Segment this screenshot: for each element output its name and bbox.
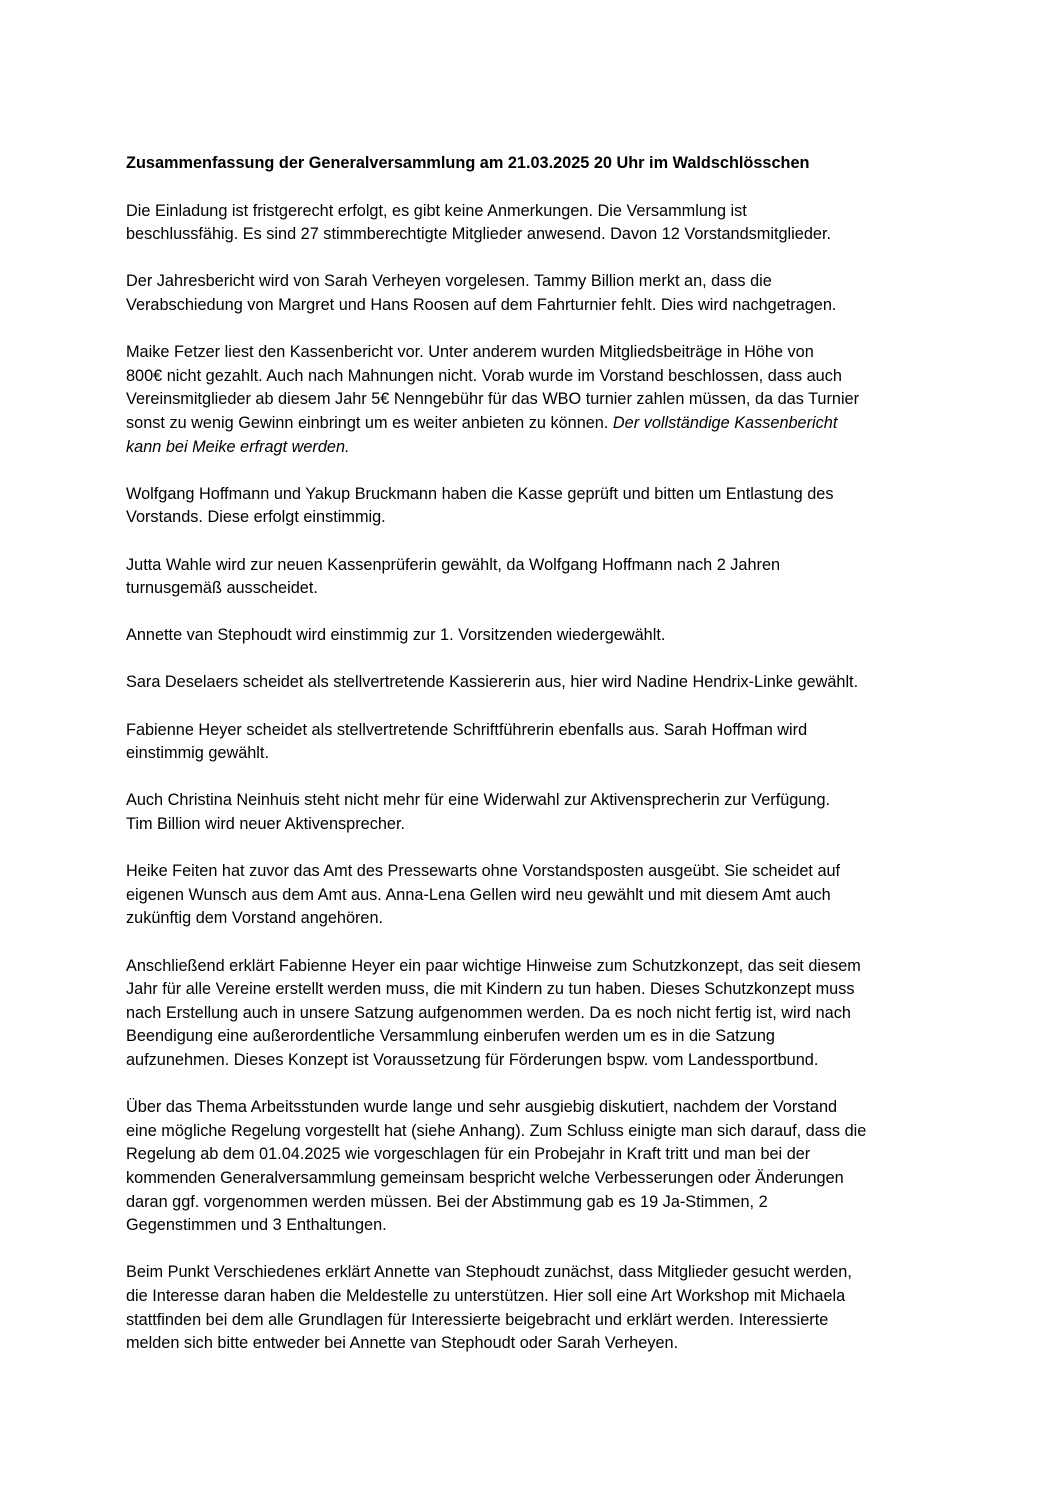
text-line-mixed (126, 412, 932, 436)
text-line: Beendigung eine außerordentliche Versammlung einberufen werden um es in die Satzung (126, 1027, 775, 1046)
document-body (126, 152, 932, 1379)
paragraph-schutzkonzept (126, 955, 932, 1073)
text-line: Wolfgang Hoffmann und Yakup Bruckmann haben die Kasse geprüft und bitten um Entlastung des (126, 484, 834, 503)
text-line: Über das Thema Arbeitsstunden wurde lange und sehr ausgiebig diskutiert, nachdem der Vorstand (126, 1098, 838, 1117)
text-line: Beim Punkt Verschiedenes erklärt Annette van Stephoudt zunächst, dass Mitglieder gesucht werden, (126, 1263, 852, 1282)
text-line: 800€ nicht gezahlt. Auch nach Mahnungen nicht. Vorab wurde im Vorstand beschlossen, dass auch (126, 366, 842, 385)
text-line: zukünftig dem Vorstand angehören. (126, 909, 384, 928)
text-line: einstimmig gewählt. (126, 744, 269, 763)
paragraph-kassenbericht (126, 341, 932, 459)
paragraph-aktivensprecher (126, 789, 932, 836)
text-line: Annette van Stephoudt wird einstimmig zur 1. Vorsitzenden wiedergewählt. (126, 626, 666, 645)
text-line: Vorstands. Diese erfolgt einstimmig. (126, 508, 386, 527)
text-line: Die Einladung ist fristgerecht erfolgt, es gibt keine Anmerkungen. Die Versammlung ist (126, 201, 747, 220)
text-line: melden sich bitte entweder bei Annette van Stephoudt oder Sarah Verheyen. (126, 1334, 679, 1353)
text-line: Regelung ab dem 01.04.2025 wie vorgeschlagen für ein Probejahr in Kraft tritt und man bei der (126, 1145, 811, 1164)
text-line: Fabienne Heyer scheidet als stellvertretende Schriftführerin ebenfalls aus. Sarah Hoffman wird (126, 720, 808, 739)
document-title: Zusammenfassung der Generalversammlung am 21.03.2025 20 Uhr im Waldschlösschen (126, 154, 810, 172)
paragraph-kassenpruefung (126, 483, 932, 530)
italic-note-line: kann bei Meike erfragt werden. (126, 437, 350, 456)
text-line: Jutta Wahle wird zur neuen Kassenprüferin gewählt, da Wolfgang Hoffmann nach 2 Jahren (126, 555, 781, 574)
paragraph-arbeitsstunden (126, 1096, 932, 1238)
paragraph-kassenprueferin (126, 554, 932, 601)
paragraph-pressewart (126, 860, 932, 931)
paragraph-einladung (126, 200, 932, 247)
text-segment: sonst zu wenig Gewinn einbringt um es weiter anbieten zu können. (126, 413, 609, 432)
text-line: kommenden Generalversammlung gemeinsam bespricht welche Verbesserungen oder Änderungen (126, 1168, 844, 1187)
text-line: aufzunehmen. Dieses Konzept ist Voraussetzung für Förderungen bspw. vom Landessportbund. (126, 1050, 819, 1069)
text-line: Anschließend erklärt Fabienne Heyer ein paar wichtige Hinweise zum Schutzkonzept, das seit diesem (126, 956, 861, 975)
text-line: beschlussfähig. Es sind 27 stimmberechtigte Mitglieder anwesend. Davon 12 Vorstandsmitglieder. (126, 225, 831, 244)
text-line: stattfinden bei dem alle Grundlagen für Interessierte beigebracht und erklärt werden. Interessierte (126, 1310, 829, 1329)
text-line: Jahr für alle Vereine erstellt werden muss, die mit Kindern zu tun haben. Dieses Schutzkonzept muss (126, 980, 855, 999)
text-line: Der Jahresbericht wird von Sarah Verheyen vorgelesen. Tammy Billion merkt an, dass die (126, 272, 772, 291)
text-line: nach Erstellung auch in unsere Satzung aufgenommen werden. Da es noch nicht fertig ist, wird nach (126, 1003, 851, 1022)
text-line: Auch Christina Neinhuis steht nicht mehr für eine Widerwahl zur Aktivensprecherin zur Verfügung. (126, 791, 831, 810)
italic-note: Der vollständige Kassenbericht (612, 413, 838, 432)
paragraph-vorsitzende (126, 624, 932, 648)
paragraph-jahresbericht (126, 270, 932, 317)
paragraph-schriftfuehrerin (126, 719, 932, 766)
text-line: Sara Deselaers scheidet als stellvertretende Kassiererin aus, hier wird Nadine Hendrix-Linke gewählt. (126, 673, 859, 692)
paragraph-verschiedenes (126, 1261, 932, 1355)
text-line: die Interesse daran haben die Meldestelle zu unterstützen. Hier soll eine Art Workshop mit Michaela (126, 1286, 846, 1305)
text-line: Heike Feiten hat zuvor das Amt des Pressewarts ohne Vorstandsposten ausgeübt. Sie scheidet auf (126, 862, 841, 881)
text-line: Vereinsmitglieder ab diesem Jahr 5€ Nenngebühr für das WBO turnier zahlen müssen, da das Turnier (126, 390, 860, 409)
text-line: daran ggf. vorgenommen werden müssen. Bei der Abstimmung gab es 19 Ja-Stimmen, 2 (126, 1192, 768, 1211)
text-line: eigenen Wunsch aus dem Amt aus. Anna-Lena Gellen wird neu gewählt und mit diesem Amt auch (126, 885, 831, 904)
text-line: Tim Billion wird neuer Aktivensprecher. (126, 815, 406, 834)
text-line: eine mögliche Regelung vorgestellt hat (siehe Anhang). Zum Schluss einigte man sich darauf, dass die (126, 1121, 867, 1140)
text-line: turnusgemäß ausscheidet. (126, 579, 318, 598)
text-line: Maike Fetzer liest den Kassenbericht vor. Unter anderem wurden Mitgliedsbeiträge in Höhe von (126, 343, 814, 362)
paragraph-kassiererin (126, 671, 932, 695)
text-line: Gegenstimmen und 3 Enthaltungen. (126, 1216, 387, 1235)
text-line: Verabschiedung von Margret und Hans Roosen auf dem Fahrturnier fehlt. Dies wird nachgetragen. (126, 295, 837, 314)
